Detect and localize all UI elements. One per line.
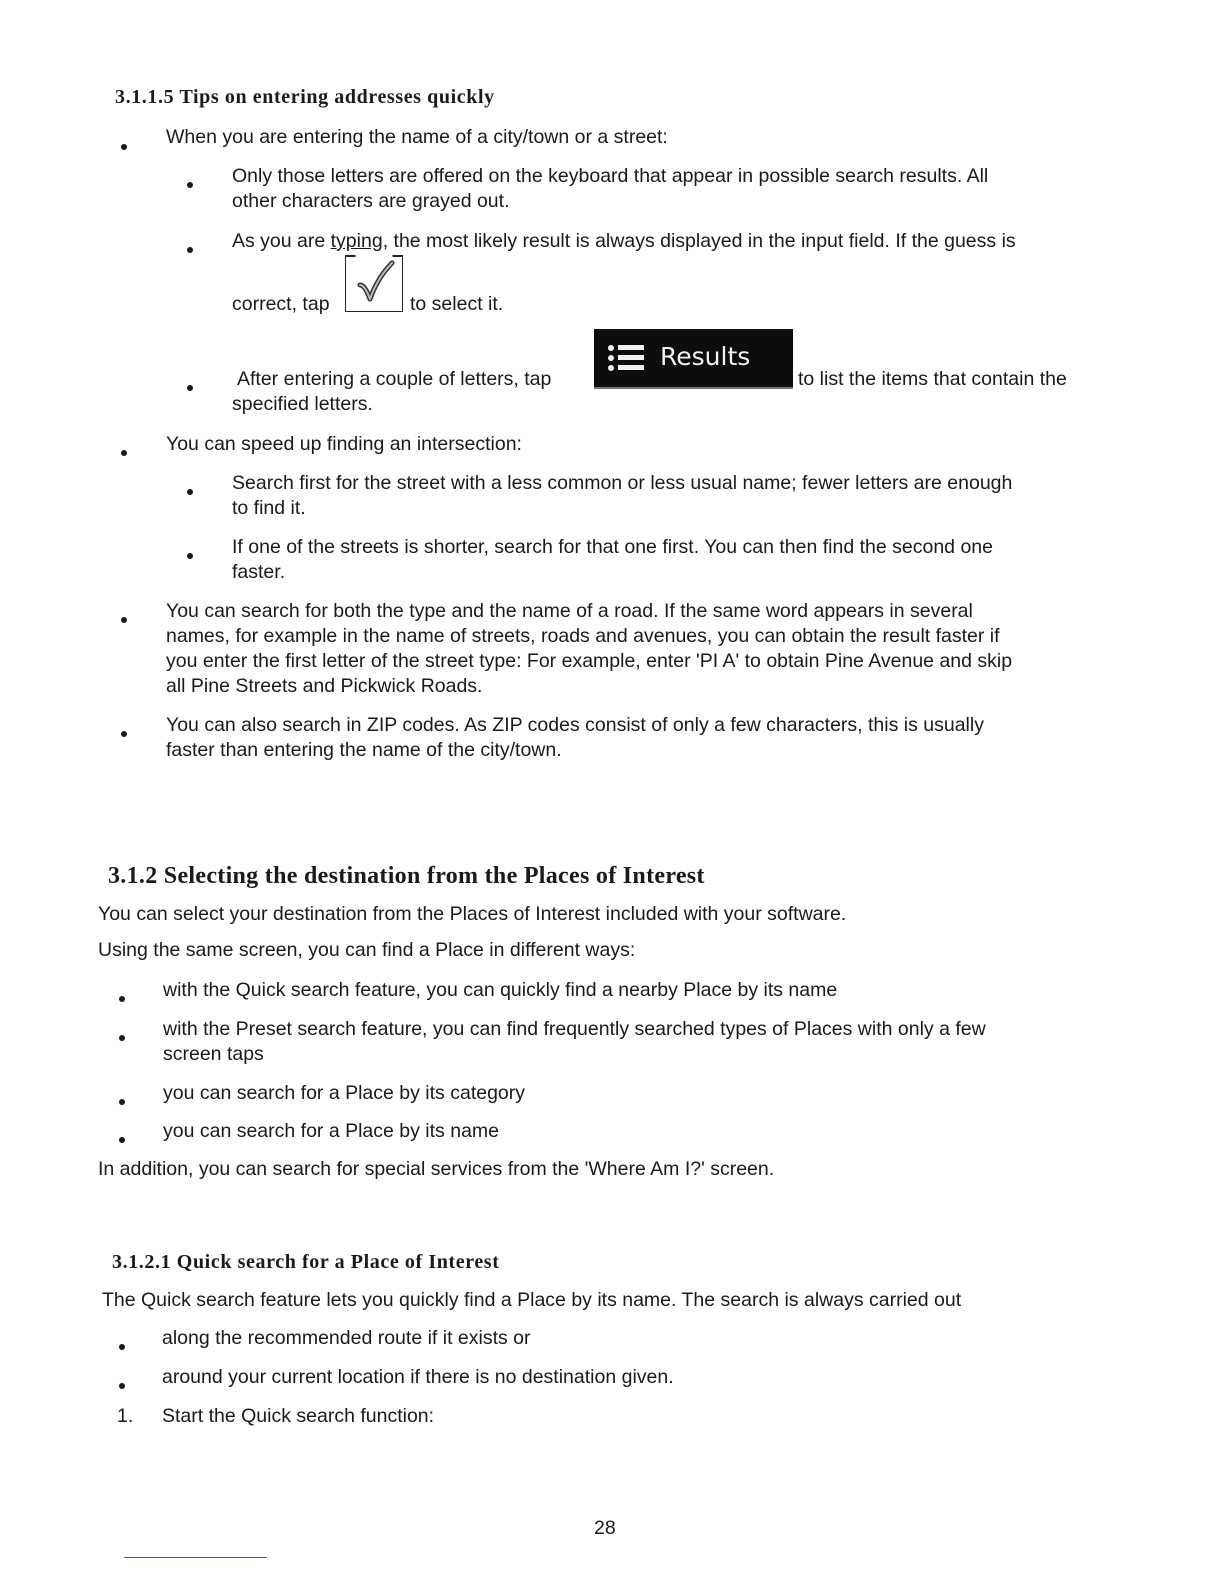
poi-where-am-i: In addition, you can search for special services from the 'Where Am I?' screen. [98,1158,775,1180]
quick-search-location: around your current location if there is no destination given. [162,1366,674,1388]
tip-zip-line1: You can also search in ZIP codes. As ZIP codes consist of only a few characters, this is usually [166,714,984,736]
bullet [119,1344,125,1350]
subtip-results-line1b: to list the items that contain the [798,368,1067,390]
poi-ways-intro: Using the same screen, you can find a Place in different ways: [98,939,636,961]
tip-road-type-line1: You can search for both the type and the name of a road. If the same word appears in several [166,600,973,622]
page-number: 28 [594,1517,616,1539]
checkmark-icon [346,255,402,311]
tip-road-type-line4: all Pine Streets and Pickwick Roads. [166,675,483,697]
bullet [121,450,127,456]
bullet [121,617,127,623]
bullet [119,1099,125,1105]
subtip-shorter-line2: faster. [232,561,286,583]
heading-3-1-1-5: 3.1.1.5 Tips on entering addresses quickly [115,86,495,108]
bullet [119,996,125,1002]
subtip-less-common-line1: Search first for the street with a less common or less usual name; fewer letters are enough [232,472,1013,494]
bullet [187,247,193,253]
quick-search-route: along the recommended route if it exists or [162,1327,531,1349]
tip-city-street: When you are entering the name of a city/town or a street: [166,126,668,148]
bullet [187,489,193,495]
bullet [121,731,127,737]
quick-search-intro: The Quick search feature lets you quickly find a Place by its name. The search is always carried out [102,1289,962,1311]
list-icon [607,345,647,373]
poi-way-category: you can search for a Place by its category [163,1082,526,1104]
bullet [121,144,127,150]
heading-3-1-2: 3.1.2 Selecting the destination from the Places of Interest [108,863,705,889]
tip-intersection: You can speed up finding an intersection: [166,433,522,455]
footer-rule [124,1557,267,1558]
heading-3-1-2-1: 3.1.2.1 Quick search for a Place of Interest [112,1251,500,1273]
poi-way-preset-line2: screen taps [163,1043,264,1065]
poi-way-preset-line1: with the Preset search feature, you can find frequently searched types of Places with only a few [163,1018,986,1040]
bullet [187,385,193,391]
tip-road-type-line3: you enter the first letter of the street type: For example, enter 'PI A' to obtain Pine Avenue and skip [166,650,1013,672]
poi-way-name: you can search for a Place by its name [163,1120,500,1142]
subtip-typing-line1: As you are typing, the most likely result is always displayed in the input field. If the guess is [232,230,1016,252]
bullet [119,1383,125,1389]
step-start-quick-search: Start the Quick search function: [162,1405,435,1427]
tip-road-type-line2: names, for example in the name of streets, roads and avenues, you can obtain the result faster if [166,625,1000,647]
step-number: 1. [117,1405,134,1427]
confirm-checkmark-button[interactable] [345,255,403,312]
subtip-keyboard-letters-line1: Only those letters are offered on the keyboard that appear in possible search results. All [232,165,989,187]
poi-way-quick-search: with the Quick search feature, you can quickly find a nearby Place by its name [163,979,838,1001]
subtip-typing-line2a: correct, tap [232,293,330,315]
subtip-keyboard-letters-line2: other characters are grayed out. [232,190,510,212]
subtip-typing-line2b: to select it. [410,293,504,315]
tip-zip-line2: faster than entering the name of the city/town. [166,739,562,761]
results-button-label: Results [660,342,751,371]
results-button[interactable] [594,329,793,389]
bullet [119,1035,125,1041]
subtip-less-common-line2: to find it. [232,497,306,519]
poi-intro: You can select your destination from the Places of Interest included with your software. [98,903,847,925]
bullet [187,182,193,188]
subtip-results-line2: specified letters. [232,393,373,415]
subtip-results-line1a: After entering a couple of letters, tap [237,368,552,390]
subtip-shorter-line1: If one of the streets is shorter, search for that one first. You can then find the second one [232,536,993,558]
bullet [187,553,193,559]
bullet [119,1137,125,1143]
